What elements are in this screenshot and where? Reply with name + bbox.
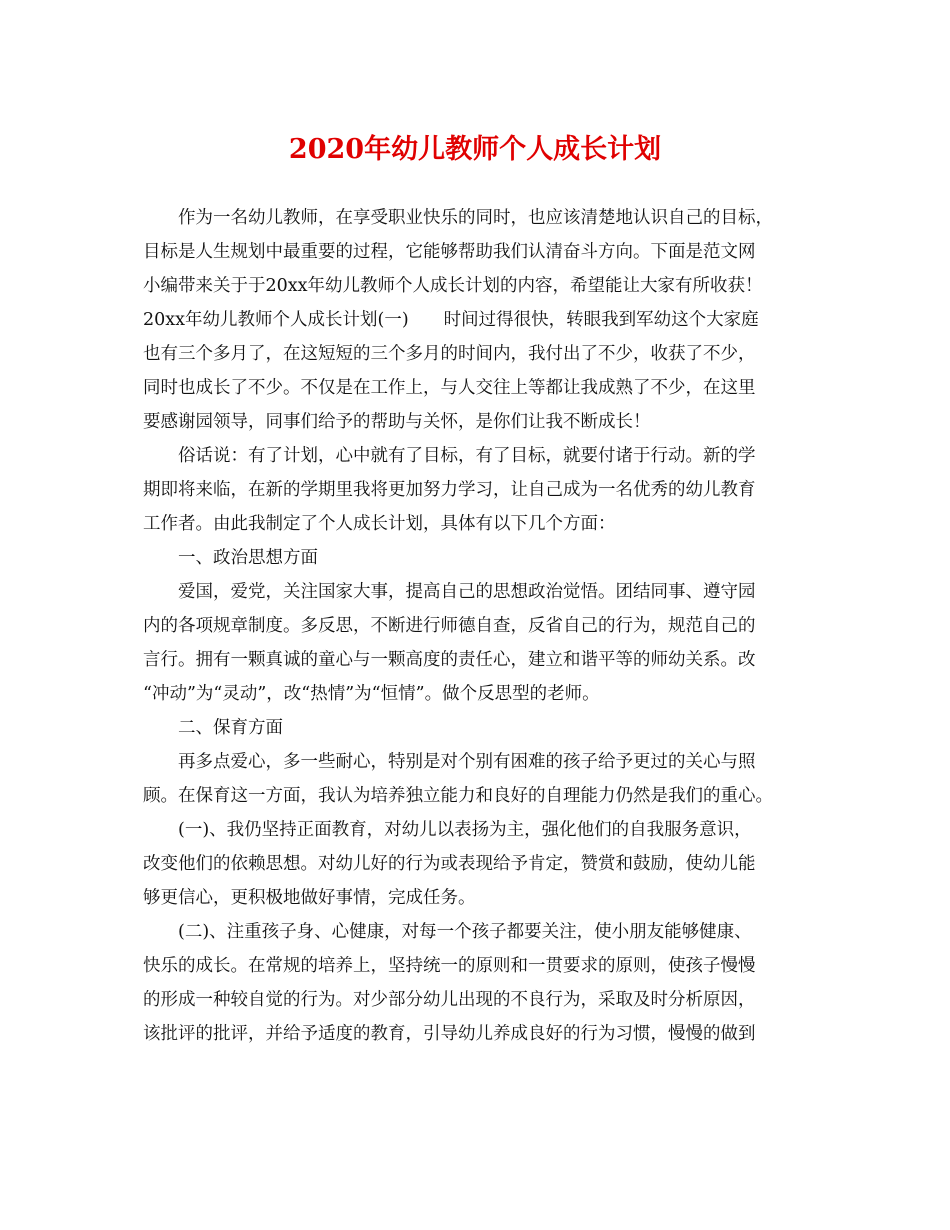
text-line: (一)、我仍坚持正面教育，对幼儿以表扬为主，强化他们的自我服务意识，	[178, 820, 752, 840]
section-heading-politics	[143, 541, 808, 575]
text-line: 俗话说：有了计划，心中就有了目标，有了目标，就要付诸于行动。新的学	[178, 446, 756, 466]
paragraph-care-2	[143, 915, 808, 1051]
text-line: 期即将来临，在新的学期里我将更加努力学习，让自己成为一名优秀的幼儿教育	[143, 480, 756, 500]
text-line: 再多点爱心，多一些耐心，特别是对个别有困难的孩子给予更过的关心与照	[178, 752, 756, 772]
paragraph-politics	[143, 575, 808, 711]
paragraph-plan	[143, 439, 808, 541]
text-line: 改变他们的依赖思想。对幼儿好的行为或表现给予肯定，赞赏和鼓励，使幼儿能	[143, 854, 756, 874]
text-line: 作为一名幼儿教师，在享受职业快乐的同时，也应该清楚地认识自己的目标，	[178, 208, 773, 228]
text-line: 内的各项规章制度。多反思，不断进行师德自查，反省自己的行为，规范自己的	[143, 616, 756, 636]
text-line: 该批评的批评，并给予适度的教育，引导幼儿养成良好的行为习惯，慢慢的做到	[143, 1024, 756, 1044]
text-line: 爱国，爱党，关注国家大事，提高自己的思想政治觉悟。团结同事、遵守园	[178, 582, 756, 602]
text-line: 够更信心，更积极地做好事情，完成任务。	[143, 888, 476, 908]
document-title: 2020年幼儿教师个人成长计划	[288, 134, 662, 165]
text-line: 小编带来关于于20xx年幼儿教师个人成长计划的内容，希望能让大家有所收获！	[143, 276, 763, 296]
document-body	[143, 201, 808, 1051]
text-line: 同时也成长了不少。不仅是在工作上，与人交往上等都让我成熟了不少，在这里	[143, 378, 756, 398]
text-line: 言行。拥有一颗真诚的童心与一颗高度的责任心，建立和谐平等的师幼关系。改	[143, 650, 756, 670]
text-line: 目标是人生规划中最重要的过程，它能够帮助我们认清奋斗方向。下面是范文网	[143, 242, 756, 262]
paragraph-care	[143, 745, 808, 813]
text-line: 工作者。由此我制定了个人成长计划，具体有以下几个方面：	[143, 514, 616, 534]
text-line: 快乐的成长。在常规的培养上，坚持统一的原则和一贯要求的原则，使孩子慢慢	[143, 956, 756, 976]
section-heading: 一、政治思想方面	[178, 548, 318, 568]
paragraph-intro	[143, 201, 808, 439]
text-line: 的形成一种较自觉的行为。对少部分幼儿出现的不良行为，采取及时分析原因，	[143, 990, 756, 1010]
text-line: 20xx年幼儿教师个人成长计划(一) 时间过得很快，转眼我到军幼这个大家庭	[143, 310, 759, 330]
text-line: “冲动”为“灵动”，改“热情”为“恒情”。做个反思型的老师。	[143, 684, 600, 704]
section-heading-care	[143, 711, 808, 745]
text-line: 也有三个多月了，在这短短的三个多月的时间内，我付出了不少，收获了不少，	[143, 344, 756, 364]
text-line: 顾。在保育这一方面，我认为培养独立能力和良好的自理能力仍然是我们的重心。	[143, 786, 773, 806]
paragraph-care-1	[143, 813, 808, 915]
text-line: (二)、注重孩子身、心健康，对每一个孩子都要关注，使小朋友能够健康、	[178, 922, 752, 942]
section-heading: 二、保育方面	[178, 718, 283, 738]
text-line: 要感谢园领导，同事们给予的帮助与关怀，是你们让我不断成长！	[143, 412, 651, 432]
